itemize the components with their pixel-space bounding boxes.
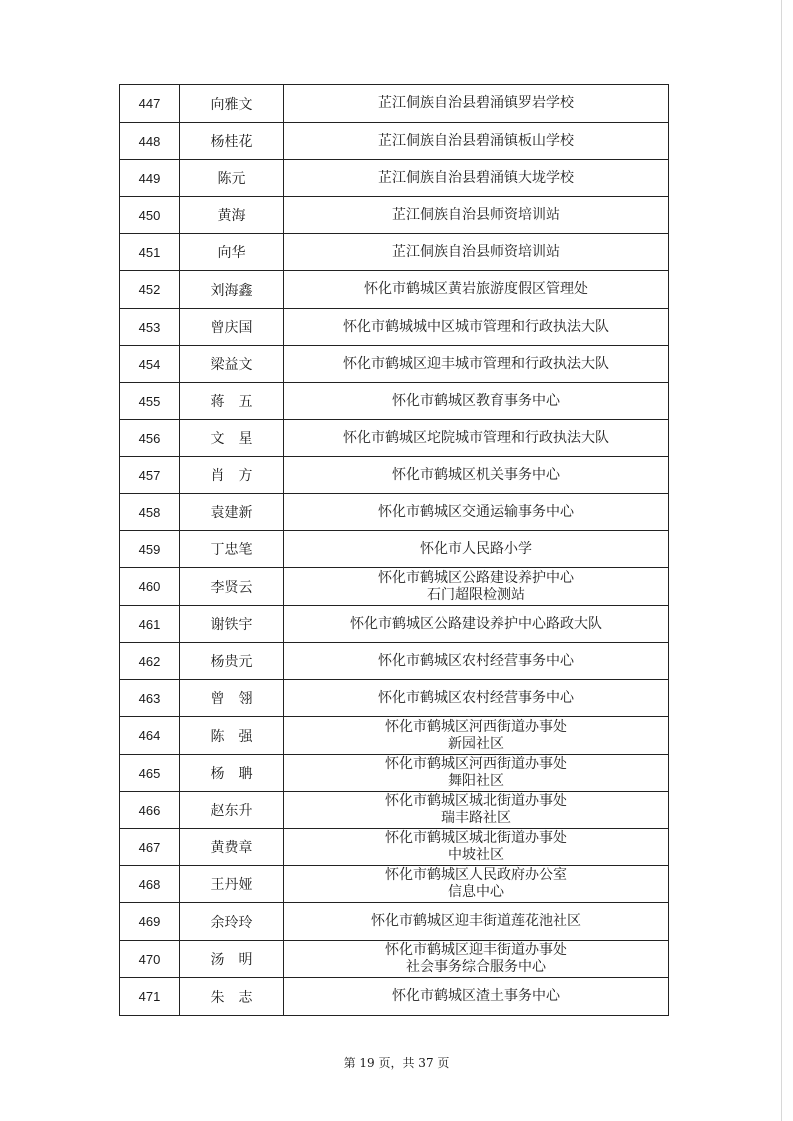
work-unit-line: 怀化市鹤城区人民政府办公室 [385, 867, 567, 883]
table-row [120, 457, 669, 494]
work-unit [284, 234, 669, 271]
row-number: 451 [120, 234, 180, 271]
work-unit-line: 怀化市鹤城区教育事务中心 [392, 392, 560, 409]
row-number: 454 [120, 346, 180, 383]
row-number: 448 [120, 123, 180, 160]
work-unit [284, 457, 669, 494]
table-row [120, 717, 669, 755]
row-number: 467 [120, 829, 180, 866]
table-row [120, 941, 669, 978]
work-unit [284, 197, 669, 234]
row-number: 459 [120, 531, 180, 568]
table-row [120, 494, 669, 531]
row-number: 456 [120, 420, 180, 457]
person-name: 余玲玲 [180, 903, 284, 941]
table-row [120, 160, 669, 197]
row-number: 470 [120, 941, 180, 978]
work-unit-line: 芷江侗族自治县碧涌镇板山学校 [378, 132, 574, 149]
person-name: 向雅文 [180, 85, 284, 123]
work-unit-line: 怀化市鹤城区公路建设养护中心 [378, 569, 574, 586]
work-unit [284, 568, 669, 606]
row-number: 450 [120, 197, 180, 234]
work-unit [284, 903, 669, 941]
work-unit-line: 瑞丰路社区 [441, 810, 511, 826]
work-unit-line: 芷江侗族自治县师资培训站 [392, 206, 560, 223]
work-unit [284, 941, 669, 978]
person-name: 朱 志 [180, 978, 284, 1016]
work-unit-line: 怀化市鹤城区农村经营事务中心 [378, 652, 574, 669]
person-name: 黄费章 [180, 829, 284, 866]
work-unit [284, 271, 669, 309]
roster-table-body [120, 85, 669, 1016]
work-unit-line: 芷江侗族自治县碧涌镇大垅学校 [378, 169, 574, 186]
table-row [120, 531, 669, 568]
person-name: 汤 明 [180, 941, 284, 978]
work-unit-line: 怀化市鹤城区城北街道办事处 [385, 830, 567, 846]
row-number: 469 [120, 903, 180, 941]
person-name: 谢铁宇 [180, 606, 284, 643]
table-row [120, 903, 669, 941]
work-unit [284, 420, 669, 457]
table-row [120, 606, 669, 643]
work-unit [284, 85, 669, 123]
person-name: 向华 [180, 234, 284, 271]
person-name: 李贤云 [180, 568, 284, 606]
work-unit [284, 531, 669, 568]
row-number: 460 [120, 568, 180, 606]
table-row [120, 829, 669, 866]
work-unit [284, 309, 669, 346]
table-row [120, 197, 669, 234]
work-unit [284, 160, 669, 197]
work-unit-line: 怀化市鹤城区坨院城市管理和行政执法大队 [343, 429, 609, 446]
work-unit-line: 芷江侗族自治县碧涌镇罗岩学校 [378, 95, 574, 111]
row-number: 471 [120, 978, 180, 1016]
row-number: 464 [120, 717, 180, 755]
work-unit-line: 怀化市鹤城城中区城市管理和行政执法大队 [343, 318, 609, 335]
row-number: 468 [120, 866, 180, 903]
person-name: 肖 方 [180, 457, 284, 494]
person-name: 刘海鑫 [180, 271, 284, 309]
person-name: 杨贵元 [180, 643, 284, 680]
table-row [120, 346, 669, 383]
row-number: 447 [120, 85, 180, 123]
table-row [120, 420, 669, 457]
person-name: 丁忠笔 [180, 531, 284, 568]
row-number: 466 [120, 792, 180, 829]
table-row [120, 234, 669, 271]
table-row [120, 309, 669, 346]
work-unit-line: 新园社区 [448, 735, 504, 752]
work-unit-line: 舞阳社区 [448, 773, 504, 789]
scan-edge-line [781, 0, 782, 1121]
work-unit-line: 芷江侗族自治县师资培训站 [392, 243, 560, 260]
work-unit [284, 643, 669, 680]
work-unit-line: 怀化市鹤城区城北街道办事处 [385, 793, 567, 809]
row-number: 449 [120, 160, 180, 197]
table-row [120, 271, 669, 309]
work-unit [284, 606, 669, 643]
work-unit-line: 怀化市鹤城区公路建设养护中心路政大队 [350, 615, 602, 632]
table-row [120, 123, 669, 160]
work-unit [284, 383, 669, 420]
roster-table [119, 84, 669, 1016]
row-number: 455 [120, 383, 180, 420]
row-number: 452 [120, 271, 180, 309]
work-unit [284, 755, 669, 792]
row-number: 457 [120, 457, 180, 494]
work-unit [284, 346, 669, 383]
work-unit [284, 717, 669, 755]
work-unit [284, 792, 669, 829]
table-row [120, 568, 669, 606]
work-unit-line: 怀化市鹤城区渣土事务中心 [392, 988, 560, 1004]
work-unit-line: 怀化市鹤城区迎丰街道办事处 [385, 942, 567, 958]
table-row [120, 643, 669, 680]
work-unit-line: 怀化市鹤城区黄岩旅游度假区管理处 [364, 281, 588, 297]
work-unit [284, 494, 669, 531]
work-unit-line: 怀化市鹤城区河西街道办事处 [385, 718, 567, 735]
row-number: 462 [120, 643, 180, 680]
row-number: 458 [120, 494, 180, 531]
table-row [120, 85, 669, 123]
page-footer: 第 19 页，共 37 页 [343, 1056, 450, 1070]
row-number: 461 [120, 606, 180, 643]
work-unit-line: 社会事务综合服务中心 [406, 959, 546, 975]
person-name: 陈元 [180, 160, 284, 197]
person-name: 曾庆国 [180, 309, 284, 346]
table-row [120, 792, 669, 829]
person-name: 蒋 五 [180, 383, 284, 420]
work-unit-line: 怀化市鹤城区交通运输事务中心 [378, 503, 574, 520]
work-unit [284, 978, 669, 1016]
work-unit-line: 怀化市人民路小学 [420, 540, 532, 557]
person-name: 黄海 [180, 197, 284, 234]
table-row [120, 755, 669, 792]
person-name: 王丹娅 [180, 866, 284, 903]
table-row [120, 978, 669, 1016]
work-unit-line: 怀化市鹤城区机关事务中心 [392, 466, 560, 483]
work-unit-line: 怀化市鹤城区河西街道办事处 [385, 756, 567, 772]
work-unit [284, 866, 669, 903]
person-name: 陈 强 [180, 717, 284, 755]
person-name: 袁建新 [180, 494, 284, 531]
work-unit-line: 石门超限检测站 [427, 586, 525, 603]
work-unit [284, 680, 669, 717]
table-row [120, 680, 669, 717]
person-name: 赵东升 [180, 792, 284, 829]
table-row [120, 383, 669, 420]
row-number: 465 [120, 755, 180, 792]
person-name: 杨桂花 [180, 123, 284, 160]
person-name: 杨 聃 [180, 755, 284, 792]
work-unit-line: 怀化市鹤城区农村经营事务中心 [378, 689, 574, 706]
work-unit [284, 829, 669, 866]
row-number: 463 [120, 680, 180, 717]
work-unit [284, 123, 669, 160]
work-unit-line: 中坡社区 [448, 847, 504, 863]
row-number: 453 [120, 309, 180, 346]
work-unit-line: 怀化市鹤城区迎丰街道莲花池社区 [371, 913, 581, 929]
work-unit-line: 怀化市鹤城区迎丰城市管理和行政执法大队 [343, 355, 609, 372]
person-name: 文 星 [180, 420, 284, 457]
work-unit-line: 信息中心 [448, 884, 504, 900]
person-name: 梁益文 [180, 346, 284, 383]
person-name: 曾 翎 [180, 680, 284, 717]
table-row [120, 866, 669, 903]
